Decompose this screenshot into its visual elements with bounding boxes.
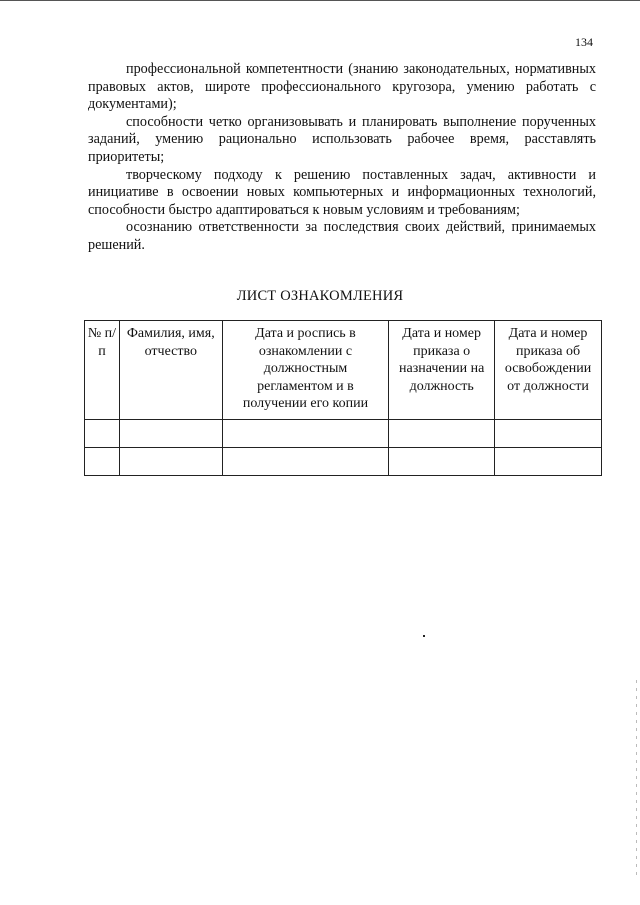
table-cell: [85, 448, 120, 476]
page-number: 134: [575, 35, 593, 49]
header-dismissal-order: Дата и номер приказа об освобождении от должности: [495, 321, 602, 420]
table-header-row: [85, 321, 602, 420]
sheet-title: ЛИСТ ОЗНАКОМЛЕНИЯ: [236, 288, 404, 304]
header-number: № п/п: [85, 321, 120, 420]
header-appointment-order: Дата и номер приказа о назначении на должность: [389, 321, 495, 420]
table-cell: [389, 420, 495, 448]
body-text: [88, 61, 596, 255]
scan-top-edge: [0, 0, 640, 1]
table-cell: [85, 420, 120, 448]
stray-dot: [423, 635, 425, 637]
header-signature-date: Дата и роспись в ознакомлении с должностным регламентом и в получении его копии: [222, 321, 389, 420]
table-row: [85, 448, 602, 476]
table-cell: [495, 448, 602, 476]
table-cell: [119, 420, 222, 448]
table-cell: [389, 448, 495, 476]
header-full-name: Фамилия, имя, отчество: [119, 321, 222, 420]
paragraph-planning: способности четко организовывать и планировать выполнение порученных заданий, умению рационально использовать рабочее время, расставлять приоритеты;: [88, 113, 596, 165]
scan-right-edge: [636, 680, 637, 880]
table-cell: [119, 448, 222, 476]
paragraph-creativity: творческому подходу к решению поставленных задач, активности и инициативе в освоении новых компьютерных и информационных технологий, способности быстро адаптироваться к новым условиям и требованиям;: [88, 166, 596, 218]
paragraph-responsibility: осознанию ответственности за последствия своих действий, принимаемых решений.: [88, 219, 596, 253]
table-cell: [495, 420, 602, 448]
acknowledgement-table: [84, 320, 602, 476]
table-cell: [222, 448, 389, 476]
paragraph-competence: профессиональной компетентности (знанию законодательных, нормативных правовых актов, широте профессионального кругозора, умению работать с документами);: [88, 61, 596, 113]
table-cell: [222, 420, 389, 448]
table-row: [85, 420, 602, 448]
